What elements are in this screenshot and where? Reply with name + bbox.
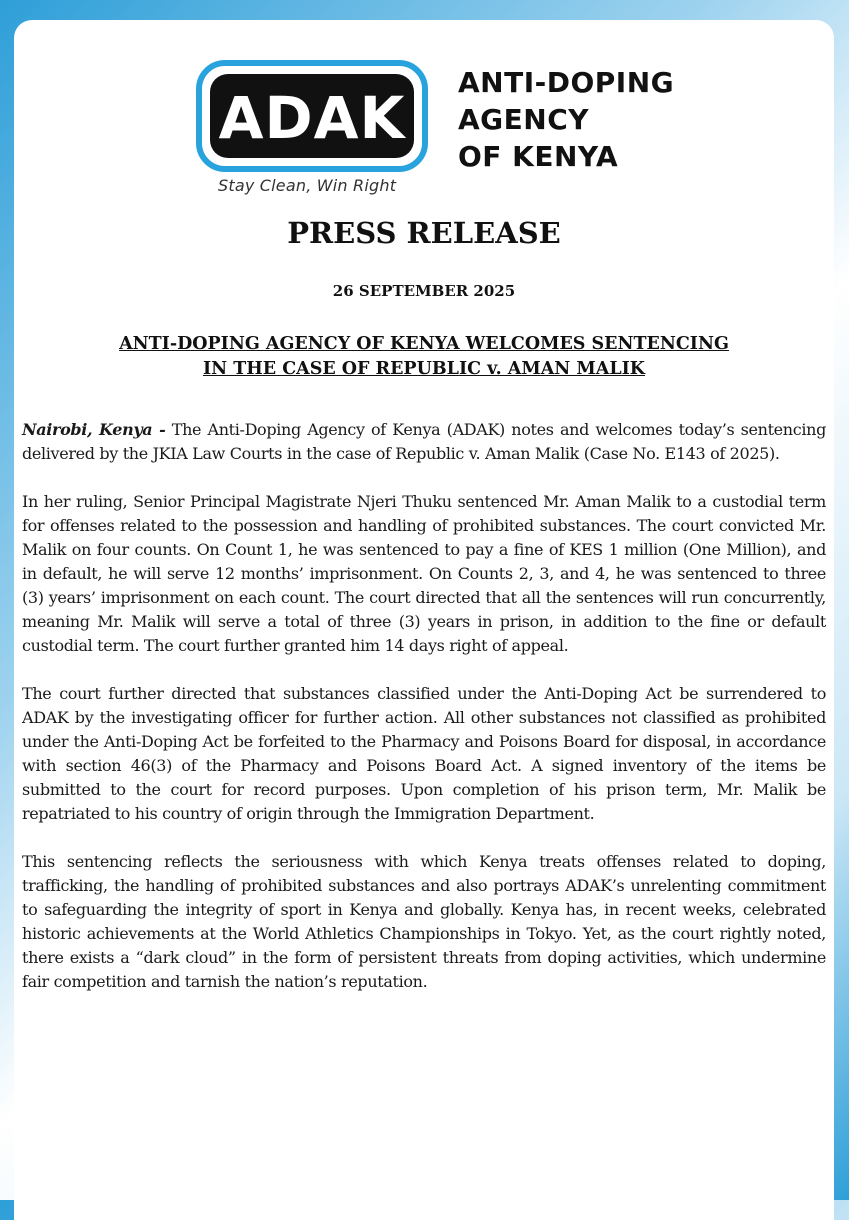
paragraph-1-text: The Anti-Doping Agency of Kenya (ADAK) notes and welcomes today’s sentencing delivered by the JKIA Law Courts in the case of Republic v. Aman Malik (Case No. E143 of 2025). (22, 420, 826, 463)
adak-logo (196, 60, 675, 210)
agency-name-line-2: AGENCY (458, 103, 590, 136)
body-text (22, 418, 826, 1018)
paragraph-4: This sentencing reflects the seriousness with which Kenya treats offenses related to doping, trafficking, the handling of prohibited substances and also portrays ADAK’s unrelenting commitment to safeguarding the integrity of sport in Kenya and globally. Kenya has, in recent weeks, celebrated historic achievements at the World Athletics Championships in Tokyo. Yet, as the court rightly noted, there exists a “dark cloud” in the form of persistent threats from doping activities, which undermine fair competition and tarnish the nation’s reputation. (22, 852, 826, 991)
agency-name (458, 64, 674, 175)
paragraph-1 (22, 418, 826, 466)
headline-line-2: IN THE CASE OF REPUBLIC v. AMAN MALIK (202, 359, 646, 379)
paragraph-3: The court further directed that substances classified under the Anti-Doping Act be surrendered to ADAK by the investigating officer for further action. All other substances not classified as prohibited under the Anti-Doping Act be forfeited to the Pharmacy and Poisons Board for disposal, in accordance with section 46(3) of the Pharmacy and Poisons Board Act. A signed inventory of the items be submitted to the court for record purposes. Upon completion of his prison term, Mr. Malik be repatriated to his country of origin through the Immigration Department. (22, 684, 826, 823)
document-title: PRESS RELEASE (287, 216, 561, 250)
paragraph-2: In her ruling, Senior Principal Magistrate Njeri Thuku sentenced Mr. Aman Malik to a custodial term for offenses related to the possession and handling of prohibited substances. The court convicted Mr. Malik on four counts. On Count 1, he was sentenced to pay a fine of KES 1 million (One Million), and in default, he will serve 12 months’ imprisonment. On Counts 2, 3, and 4, he was sentenced to three (3) years’ imprisonment on each count. The court directed that all the sentences will run concurrently, meaning Mr. Malik will serve a total of three (3) years in prison, in addition to the fine or default custodial term. The court further granted him 14 days right of appeal. (22, 492, 826, 655)
adak-acronym: ADAK (218, 84, 406, 152)
agency-name-line-1: ANTI-DOPING (458, 66, 675, 99)
dateline: Nairobi, Kenya - (22, 420, 166, 439)
press-release-page (14, 20, 834, 1220)
adak-badge-logo (196, 60, 428, 172)
headline (34, 332, 814, 382)
release-date: 26 SEPTEMBER 2025 (332, 282, 516, 300)
logo-tagline: Stay Clean, Win Right (218, 176, 397, 195)
headline-line-1: ANTI-DOPING AGENCY OF KENYA WELCOMES SENTENCING (119, 334, 729, 354)
agency-name-line-3: OF KENYA (458, 140, 619, 173)
